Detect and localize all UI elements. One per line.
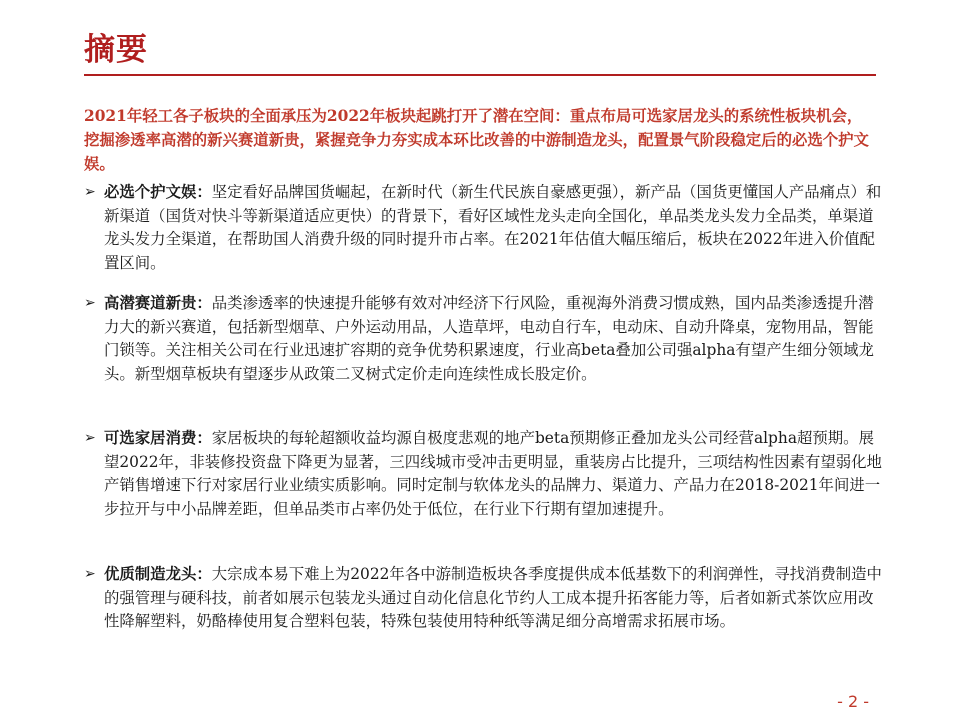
summary-paragraph: 2021年轻工各子板块的全面承压为2022年板块起跳打开了潜在空间：重点布局可选家居龙头的系统性板块机会，挖掘渗透率高潜的新兴赛道新贵，紧握竞争力夯实成本环比改善的中游制造龙头，配置景气阶段稳定后的必选个护文娱。 — [84, 107, 869, 173]
section-necessities — [84, 181, 884, 275]
section-emerging-tracks — [84, 292, 884, 386]
arrow-bullet-icon: ➢ — [84, 184, 96, 200]
page-number: - 2 - — [837, 692, 869, 711]
section-content — [104, 427, 884, 521]
title-divider — [84, 74, 876, 76]
page-title: 摘要 — [84, 32, 148, 68]
section-content — [104, 292, 884, 386]
section-heading: 必选个护文娱： — [104, 183, 212, 201]
section-content — [104, 563, 884, 634]
section-home-furnishing — [84, 427, 884, 521]
section-text: 大宗成本易下难上为2022年各中游制造板块各季度提供成本低基数下的利润弹性，寻找消费制造中的强管理与硬科技，前者如展示包装龙头通过自动化信息化节约人工成本提升拓客能力等，后者如新式茶饮应用改性降解塑料，奶酪棒使用复合塑料包装，特殊包装使用特种纸等满足细分高增需求拓展市场。 — [104, 565, 882, 630]
arrow-bullet-icon: ➢ — [84, 295, 96, 311]
section-manufacturing-leaders — [84, 563, 884, 634]
section-heading: 优质制造龙头： — [104, 565, 212, 583]
arrow-bullet-icon: ➢ — [84, 566, 96, 582]
section-heading: 可选家居消费： — [104, 429, 212, 447]
section-text: 品类渗透率的快速提升能够有效对冲经济下行风险，重视海外消费习惯成熟，国内品类渗透提升潜力大的新兴赛道，包括新型烟草、户外运动用品，人造草坪，电动自行车，电动床、自动升降桌，宠物用品，智能门锁等。关注相关公司在行业迅速扩容期的竞争优势积累速度，行业高beta叠加公司强alpha有望产生细分领域龙头。新型烟草板块有望逐步从政策二叉树式定价走向连续性成长股定价。 — [104, 294, 874, 383]
section-text: 家居板块的每轮超额收益均源自极度悲观的地产beta预期修正叠加龙头公司经营alpha超预期。展望2022年，非装修投资盘下降更为显著，三四线城市受冲击更明显，重装房占比提升，三项结构性因素有望弱化地产销售增速下行对家居行业业绩实质影响。同时定制与软体龙头的品牌力、渠道力、产品力在2018-2021年间进一步拉开与中小品牌差距，但单品类市占率仍处于低位，在行业下行期有望加速提升。 — [104, 429, 882, 518]
section-heading: 高潜赛道新贵： — [104, 294, 212, 312]
arrow-bullet-icon: ➢ — [84, 430, 96, 446]
section-text: 坚定看好品牌国货崛起，在新时代（新生代民族自豪感更强），新产品（国货更懂国人产品痛点）和新渠道（国货对快斗等新渠道适应更快）的背景下，看好区域性龙头走向全国化，单品类龙头发力全品类，单渠道龙头发力全渠道，在帮助国人消费升级的同时提升市占率。在2021年估值大幅压缩后，板块在2022年进入价值配置区间。 — [104, 183, 882, 272]
section-content — [104, 181, 884, 275]
